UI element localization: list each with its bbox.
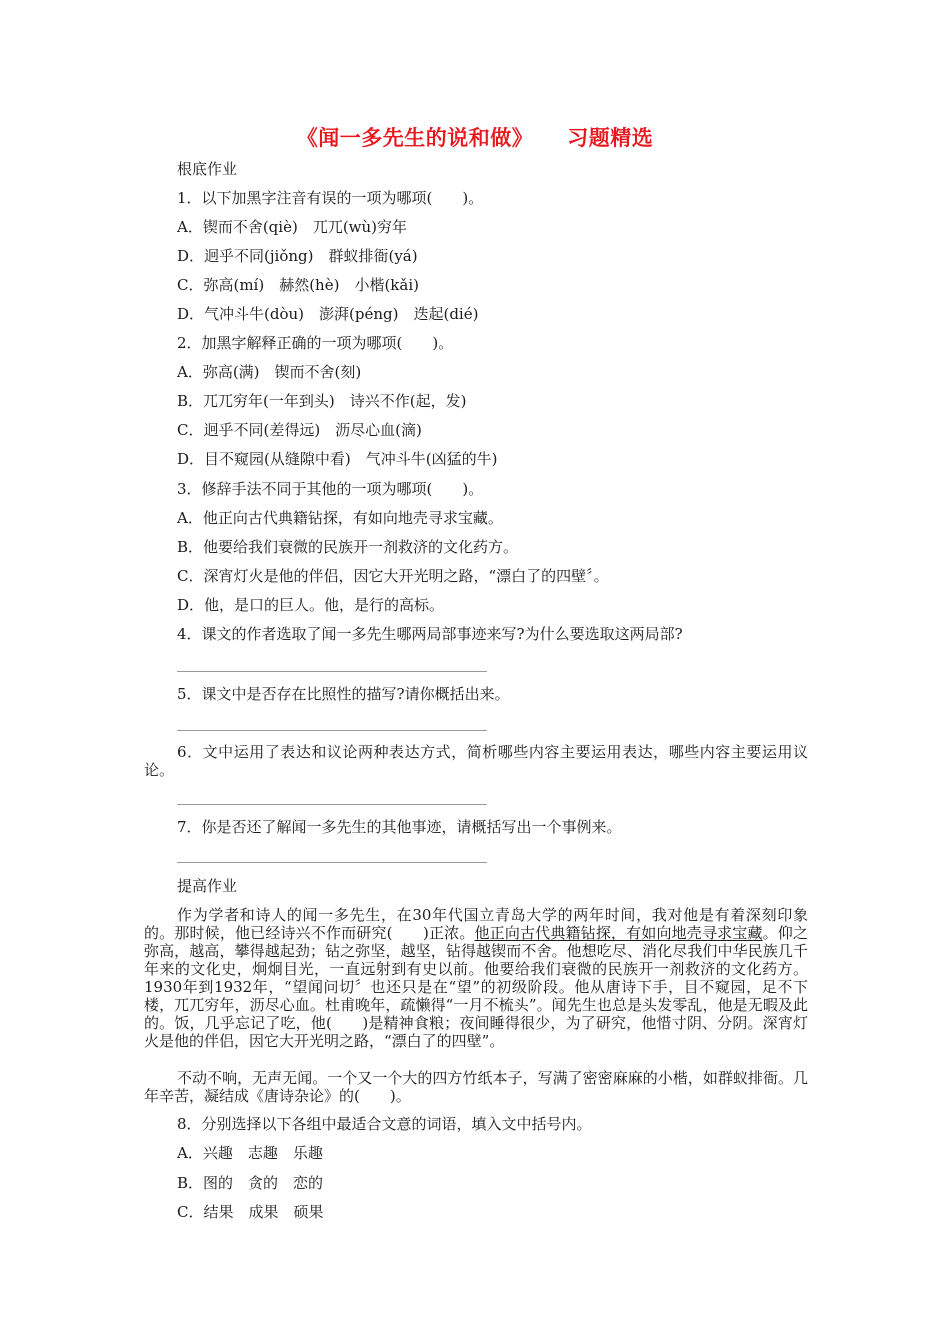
q3-option-d: D．他，是口的巨人。他，是行的高标。 bbox=[177, 596, 445, 614]
q2-option-a: A．弥高(满) 锲而不舍(刻) bbox=[177, 363, 362, 381]
q2-option-d: D．目不窥园(从缝隙中看) 气冲斗牛(凶猛的牛) bbox=[177, 450, 498, 468]
q3-option-c: C．深宵灯火是他的伴侣，因它大开光明之路，“漂白了的四壁〞。 bbox=[177, 567, 609, 585]
q7-stem: 7．你是否还了解闻一多先生的其他事迹，请概括写出一个事例来。 bbox=[177, 818, 622, 836]
q1-option-c: C．弥高(mí) 赫然(hè) 小楷(kǎi) bbox=[177, 276, 419, 294]
q8-stem: 8．分别选择以下各组中最适合文意的词语，填入文中括号内。 bbox=[177, 1115, 592, 1133]
q1-option-a: A．锲而不舍(qiè) 兀兀(wù)穷年 bbox=[177, 218, 408, 236]
q5-answer-line bbox=[177, 730, 487, 731]
passage-paragraph-1 bbox=[144, 906, 808, 1050]
q5-stem: 5．课文中是否存在比照性的描写?请你概括出来。 bbox=[177, 685, 510, 703]
passage-underlined-sentence: 他正向古代典籍钻探，有如向地壳寻求宝藏 bbox=[474, 924, 763, 942]
q1-option-b: D．迥乎不同(jiǒng) 群蚁排衙(yá) bbox=[177, 247, 418, 265]
passage-text: 。仰之弥高，越高，攀得越起劲；钻之弥坚，越坚，钻得越锲而不舍。他想吃尽、消化尽我们中华民族几千年来的文化史，炯炯目光，一直远射到有史以前。他要给我们衰微的民族开一剂救济的文化药方。1930年到1932年，“望闻问切〞也还只是在“望”的初级阶段。他从唐诗下手，目不窥园，足不下楼，兀兀穷年，沥尽心血。杜甫晚年，疏懒得“一月不梳头”。闻先生也总是头发零乱，他是无暇及此的。饭，几乎忘记了吃，他( )是精神食粮；夜间睡得很少，为了研究，他惜寸阴、分阴。深宵灯火是他的伴侣，因它大开光明之路，“漂白了的四壁”。 bbox=[144, 924, 808, 1050]
document-title bbox=[0, 122, 950, 152]
passage-paragraph-2: 不动不响，无声无闻。一个又一个大的四方竹纸本子，写满了密密麻麻的小楷，如群蚁排衙。几年辛苦，凝结成《唐诗杂论》的( )。 bbox=[144, 1069, 808, 1105]
q2-option-c: C．迥乎不同(差得远) 沥尽心血(滴) bbox=[177, 421, 422, 439]
q8-option-c: C．结果 成果 硕果 bbox=[177, 1203, 324, 1221]
title-main: 《闻一多先生的说和做》 bbox=[296, 125, 534, 150]
q1-option-d: D．气冲斗牛(dòu) 澎湃(péng) 迭起(dié) bbox=[177, 305, 479, 323]
q6-answer-line bbox=[177, 804, 487, 805]
q6-stem: 6．文中运用了表达和议论两种表达方式，简析哪些内容主要运用表达，哪些内容主要运用议论。 bbox=[144, 743, 808, 779]
q3-stem: 3．修辞手法不同于其他的一项为哪项( )。 bbox=[177, 480, 484, 498]
q8-option-a: A．兴趣 志趣 乐趣 bbox=[177, 1144, 323, 1162]
q4-stem: 4．课文的作者选取了闻一多先生哪两局部事迹来写?为什么要选取这两局部? bbox=[177, 625, 683, 643]
q7-answer-line bbox=[177, 862, 487, 863]
q3-option-a: A．他正向古代典籍钻探，有如向地壳寻求宝藏。 bbox=[177, 509, 503, 527]
q1-stem: 1．以下加黑字注音有误的一项为哪项( )。 bbox=[177, 189, 484, 207]
q3-option-b: B．他要给我们衰微的民族开一剂救济的文化药方。 bbox=[177, 538, 519, 556]
q8-option-b: B．图的 贪的 恋的 bbox=[177, 1174, 324, 1192]
q4-answer-line bbox=[177, 671, 487, 672]
q2-option-b: B．兀兀穷年(一年到头) 诗兴不作(起，发) bbox=[177, 392, 467, 410]
title-sub: 习题精选 bbox=[567, 125, 654, 150]
q2-stem: 2．加黑字解释正确的一项为哪项( )。 bbox=[177, 334, 454, 352]
section-heading-basic: 根底作业 bbox=[177, 160, 238, 178]
section-heading-advanced: 提高作业 bbox=[177, 877, 238, 895]
passage-text: 作为学者和诗人的闻一多先生，在30年代国立青岛大学的两年时间，我对他是有着深刻印象的。那时候，他已经诗兴不作而研究( )正浓。 bbox=[144, 906, 808, 942]
